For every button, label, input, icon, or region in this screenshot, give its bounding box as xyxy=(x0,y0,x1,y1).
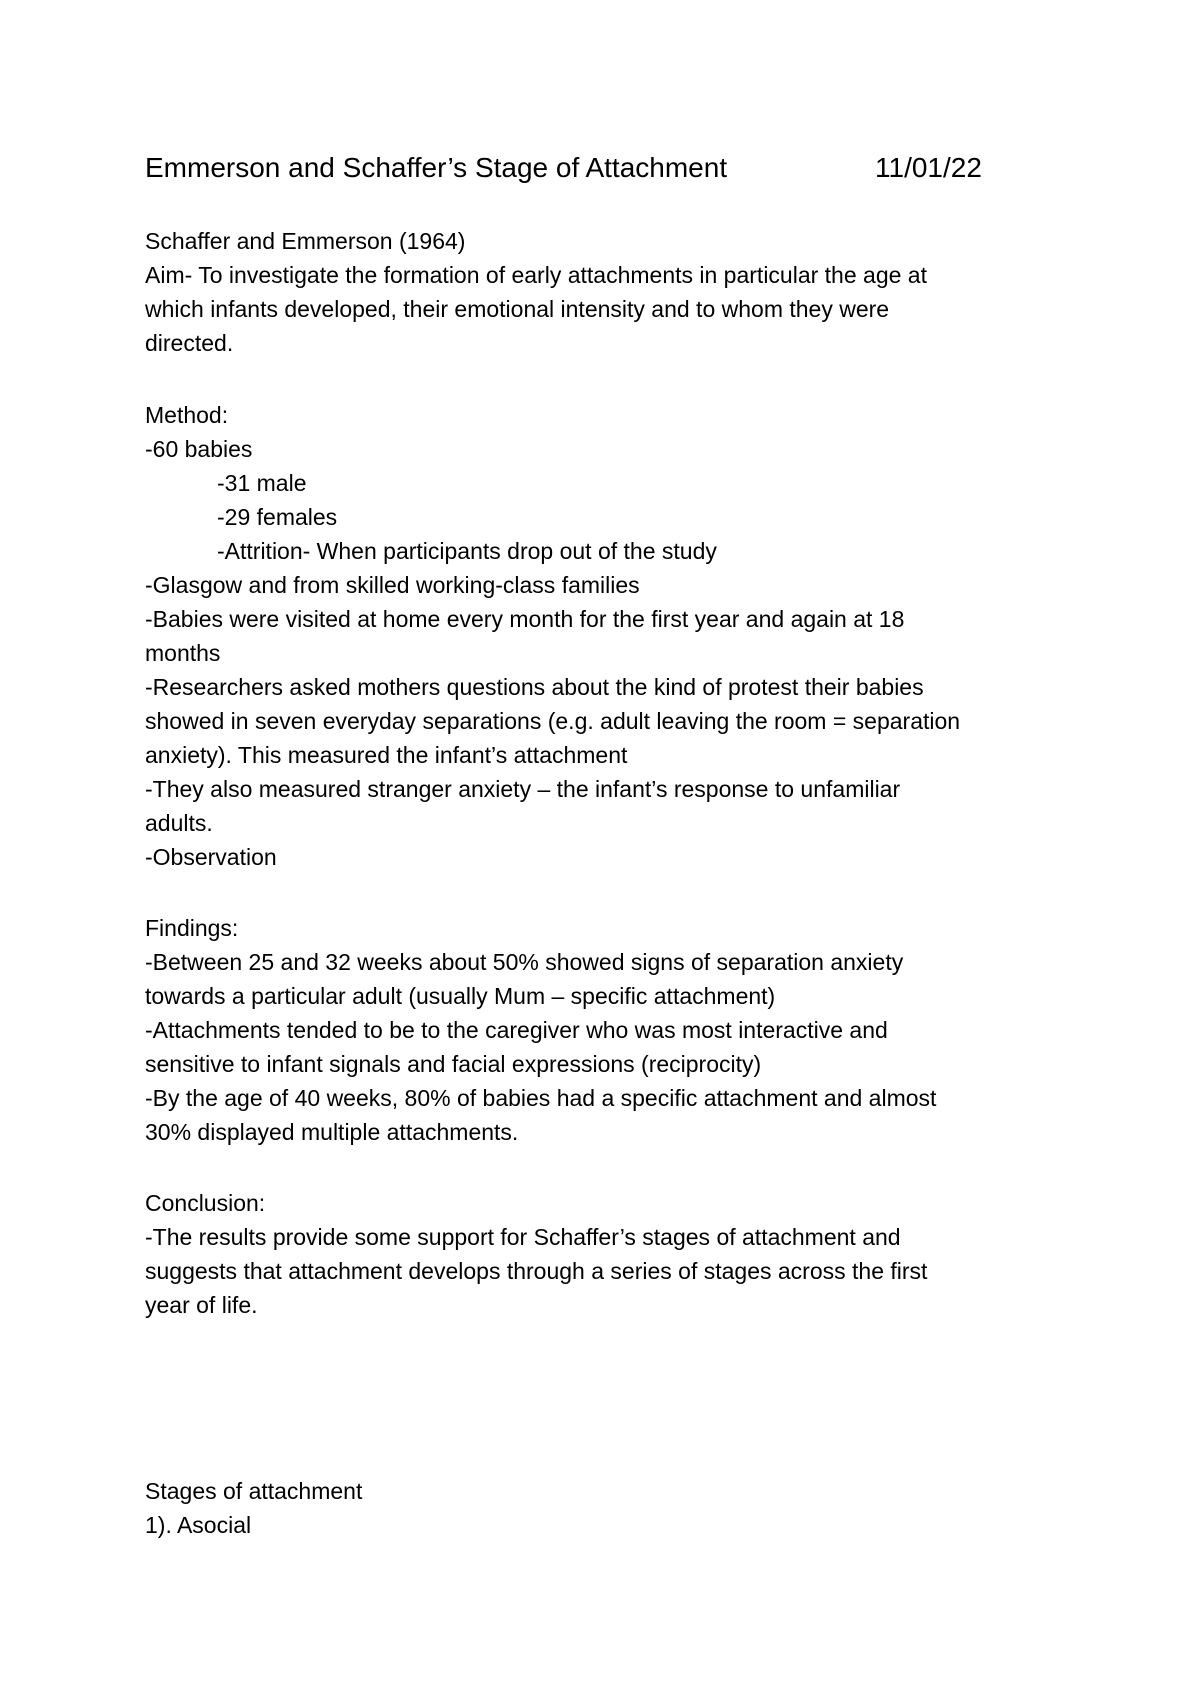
method-line: -Researchers asked mothers questions about the kind of protest their babies xyxy=(145,674,924,700)
stages-heading: Stages of attachment xyxy=(145,1478,363,1504)
method-line: -60 babies xyxy=(145,436,253,462)
document-date: 11/01/22 xyxy=(875,152,982,183)
method-line: -Babies were visited at home every month for the first year and again at 18 xyxy=(145,606,905,632)
findings-line: sensitive to infant signals and facial expressions (reciprocity) xyxy=(145,1051,762,1077)
method-line: -They also measured stranger anxiety – the infant’s response to unfamiliar xyxy=(145,776,901,802)
aim-line: which infants developed, their emotional intensity and to whom they were xyxy=(145,296,890,322)
conclusion-heading: Conclusion: xyxy=(145,1190,266,1216)
conclusion-line: year of life. xyxy=(145,1292,258,1318)
aim-line: directed. xyxy=(145,330,234,356)
findings-line: -Between 25 and 32 weeks about 50% showed signs of separation anxiety xyxy=(145,949,904,975)
aim-line: Aim- To investigate the formation of early attachments in particular the age at xyxy=(145,262,927,288)
findings-line: 30% displayed multiple attachments. xyxy=(145,1119,519,1145)
study-heading: Schaffer and Emmerson (1964) xyxy=(145,228,466,254)
findings-line: towards a particular adult (usually Mum – specific attachment) xyxy=(145,983,776,1009)
page-title: Emmerson and Schaffer’s Stage of Attachment xyxy=(145,152,728,183)
conclusion-line: -The results provide some support for Schaffer’s stages of attachment and xyxy=(145,1224,901,1250)
findings-line: -Attachments tended to be to the caregiver who was most interactive and xyxy=(145,1017,888,1043)
method-line: -31 male xyxy=(217,470,307,496)
method-line: months xyxy=(145,640,221,666)
method-heading: Method: xyxy=(145,402,229,428)
findings-heading: Findings: xyxy=(145,915,239,941)
method-line: -29 females xyxy=(217,504,338,530)
conclusion-line: suggests that attachment develops through a series of stages across the first xyxy=(145,1258,928,1284)
method-line: showed in seven everyday separations (e.g. adult leaving the room = separation xyxy=(145,708,961,734)
method-line: adults. xyxy=(145,810,213,836)
stage-item: 1). Asocial xyxy=(145,1512,252,1538)
findings-line: -By the age of 40 weeks, 80% of babies had a specific attachment and almost xyxy=(145,1085,937,1111)
method-line: -Observation xyxy=(145,844,277,870)
method-line: -Attrition- When participants drop out of the study xyxy=(217,538,717,564)
method-line: anxiety). This measured the infant’s attachment xyxy=(145,742,628,768)
method-line: -Glasgow and from skilled working-class families xyxy=(145,572,640,598)
